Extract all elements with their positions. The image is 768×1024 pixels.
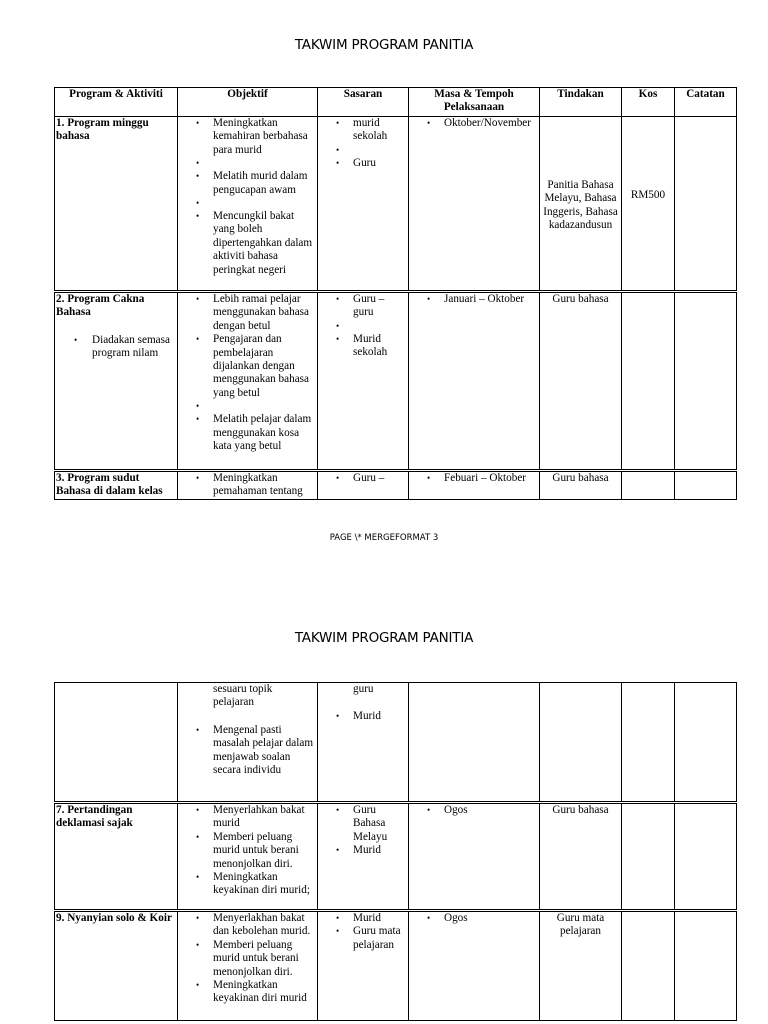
tindakan-cell: Guru bahasa <box>540 292 622 471</box>
tindakan-cell: Guru bahasa <box>540 803 622 911</box>
table-header-row <box>55 88 737 117</box>
objektif-item: • Melatih pelajar dalam menggunakan kosa kata yang betul <box>179 413 316 453</box>
objektif-cell <box>178 471 318 500</box>
sasaran-cell <box>318 803 409 911</box>
masa-item: • Oktober/November <box>410 117 538 130</box>
objektif-item: • Melatih murid dalam pengucapan awam <box>179 170 316 197</box>
objektif-item: • Meningkatkan keyakinan diri murid <box>179 979 316 1006</box>
objektif-item: • Mencungkil bakat yang boleh dipertengahkan dalam aktiviti bahasa peringkat negeri <box>179 210 316 277</box>
objektif-item: • Mengenal pasti masalah pelajar dalam menjawab soalan secara individu <box>179 724 316 778</box>
table-row <box>55 683 737 803</box>
kos-cell: RM500 <box>622 117 675 292</box>
masa-item: • Ogos <box>410 912 538 925</box>
tindakan-cell: Guru mata pelajaran <box>540 911 622 1021</box>
objektif-cell <box>178 292 318 471</box>
kos-cell <box>622 911 675 1021</box>
sasaran-item: • Guru <box>319 157 407 170</box>
table-row <box>55 292 737 471</box>
objektif-item: • Pengajaran dan pembelajaran dijalankan dengan menggunakan bahasa yang betul <box>179 333 316 400</box>
sasaran-continuation: guru <box>353 683 374 695</box>
objektif-item: • Meningkatkan keyakinan diri murid; <box>179 871 316 898</box>
header-kos: Kos <box>622 88 675 117</box>
sasaran-item: • Guru – guru <box>319 293 407 320</box>
objektif-item: • Lebih ramai pelajar menggunakan bahasa dengan betul <box>179 293 316 333</box>
header-sasaran: Sasaran <box>318 88 409 117</box>
kos-cell <box>622 471 675 500</box>
masa-item: • Januari – Oktober <box>410 293 538 306</box>
program-cell <box>55 292 178 471</box>
program-cell: 7. Pertandingan deklamasi sajak <box>55 803 178 911</box>
objektif-cell <box>178 803 318 911</box>
sasaran-item: • Guru mata pelajaran <box>319 925 407 952</box>
header-tindakan: Tindakan <box>540 88 622 117</box>
program-cell: 3. Program sudut Bahasa di dalam kelas <box>55 471 178 500</box>
masa-cell <box>409 117 540 292</box>
masa-cell <box>409 683 540 803</box>
page-title: TAKWIM PROGRAM PANITIA <box>294 630 474 646</box>
program-cell: 9. Nyanyian solo & Koir <box>55 911 178 1021</box>
kos-cell <box>622 683 675 803</box>
masa-item: • Ogos <box>410 804 538 817</box>
program-table-page-1 <box>54 87 737 500</box>
objektif-continuation: sesuaru topik pelajaran <box>213 683 273 709</box>
table-row <box>55 471 737 500</box>
masa-cell <box>409 911 540 1021</box>
table-row <box>55 117 737 292</box>
sasaran-cell <box>318 911 409 1021</box>
catatan-cell <box>675 803 737 911</box>
sasaran-cell <box>318 683 409 803</box>
tindakan-cell: Panitia Bahasa Melayu, Bahasa Inggeris, Bahasa kadazandusun <box>540 117 622 292</box>
sasaran-item: • Guru – <box>319 472 407 485</box>
table-row <box>55 803 737 911</box>
objektif-cell <box>178 683 318 803</box>
sasaran-item: • murid sekolah <box>319 117 407 144</box>
objektif-item: • Menyerlakhan bakat dan kebolehan murid. <box>179 912 316 939</box>
header-program: Program & Aktiviti <box>55 88 178 117</box>
program-title: 2. Program Cakna Bahasa <box>56 293 145 319</box>
objektif-item: • Memberi peluang murid untuk berani menonjolkan diri. <box>179 831 316 871</box>
catatan-cell <box>675 683 737 803</box>
sasaran-item: • Guru Bahasa Melayu <box>319 804 407 844</box>
header-catatan: Catatan <box>675 88 737 117</box>
kos-cell <box>622 292 675 471</box>
page-title: TAKWIM PROGRAM PANITIA <box>294 37 474 53</box>
catatan-cell <box>675 292 737 471</box>
program-subitem: • Diadakan semasa program nilam <box>56 334 176 361</box>
kos-cell <box>622 803 675 911</box>
sasaran-item: • Murid sekolah <box>319 333 407 360</box>
sasaran-cell <box>318 117 409 292</box>
program-table-page-2 <box>54 682 737 1021</box>
sasaran-cell <box>318 292 409 471</box>
catatan-cell <box>675 117 737 292</box>
page-footer: PAGE \* MERGEFORMAT 3 <box>329 533 439 543</box>
objektif-cell <box>178 911 318 1021</box>
tindakan-cell <box>540 683 622 803</box>
sasaran-item: • Murid <box>319 710 407 723</box>
table-row <box>55 911 737 1021</box>
masa-cell <box>409 292 540 471</box>
header-objektif: Objektif <box>178 88 318 117</box>
objektif-item: • Memberi peluang murid untuk berani menonjolkan diri. <box>179 939 316 979</box>
masa-cell <box>409 471 540 500</box>
catatan-cell <box>675 471 737 500</box>
objektif-item: • Meningkatkan pemahaman tentang <box>179 472 316 499</box>
sasaran-cell <box>318 471 409 500</box>
masa-cell <box>409 803 540 911</box>
masa-item: • Febuari – Oktober <box>410 472 538 485</box>
program-cell: 1. Program minggu bahasa <box>55 117 178 292</box>
objektif-item: • Meningkatkan kemahiran berbahasa para murid <box>179 117 316 157</box>
header-masa: Masa & Tempoh Pelaksanaan <box>409 88 540 117</box>
sasaran-item: • Murid <box>319 844 407 857</box>
objektif-item: • Menyerlahkan bakat murid <box>179 804 316 831</box>
objektif-cell <box>178 117 318 292</box>
sasaran-item: • Murid <box>319 912 407 925</box>
catatan-cell <box>675 911 737 1021</box>
program-cell <box>55 683 178 803</box>
tindakan-cell: Guru bahasa <box>540 471 622 500</box>
